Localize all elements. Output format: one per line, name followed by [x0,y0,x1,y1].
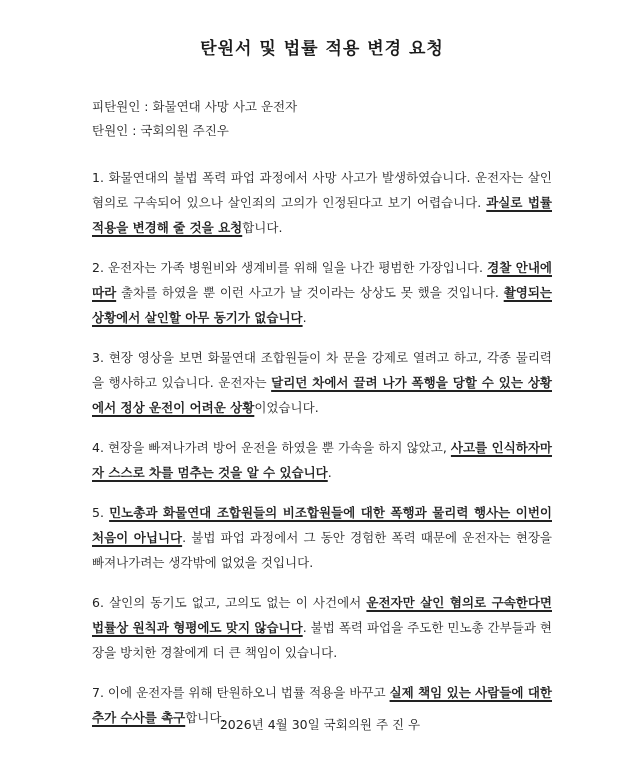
paragraph-text: 출차를 하였을 뿐 이런 사고가 날 것이라는 상상도 못 했을 것입니다. [116,285,504,300]
paragraph-text: 1. 화물연대의 불법 폭력 파업 과정에서 사망 사고가 발생하였습니다. 운전자는 살인 혐의로 구속되어 있으나 살인죄의 고의가 인정된다고 보기 어렵습니다. [92,170,552,210]
paragraph-text: 3. 현장 영상을 보면 화물연대 조합원들이 차 문을 강제로 열려고 하고, 각종 물리력을 행사하고 있습니다. 운전자는 [92,350,552,390]
paragraph-text: . 불법 파업 과정에서 그 동안 경험한 폭력 때문에 운전자는 현장을 빠져나가려는 생각밖에 없었을 것입니다. [92,530,552,570]
emphasized-text: 운전자만 살인 혐의로 구속한다면 법률상 원칙과 형평에도 맞지 않습니다 [92,595,552,635]
emphasized-text: 사고를 인식하자마자 스스로 차를 멈추는 것을 알 수 있습니다 [92,440,552,480]
signature-line: 2026년 4월 30일 국회의원 주 진 우 [219,717,421,732]
paragraph-text: 이었습니다. [254,400,319,415]
emphasized-text: 달리던 차에서 끌려 나가 폭행을 당할 수 있는 상황에서 정상 운전이 어려운 상황 [92,375,552,415]
paragraph-text: 합니다. [185,710,226,725]
paragraph-text: 6. 살인의 동기도 없고, 고의도 없는 이 사건에서 [92,595,367,610]
paragraph-text: . [327,465,332,480]
paragraph-4 [92,435,552,485]
paragraph-5 [92,500,552,575]
emphasized-text: 실제 책임 있는 사람들에 대한 추가 수사를 촉구 [92,685,553,725]
paragraph-3 [92,345,552,420]
emphasized-text: 경찰 안내에 따라 [92,260,552,300]
respondent-line: 피탄원인 : 화물연대 사망 사고 운전자 [92,99,298,114]
paragraph-text: 2. 운전자는 가족 병원비와 생계비를 위해 일을 나간 평범한 가장입니다. [92,260,488,275]
paragraph-text: 4. 현장을 빠져나가려 방어 운전을 하였을 뿐 가속을 하지 않았고, [92,440,451,455]
paragraph-text: 합니다. [242,220,283,235]
petitioner-line: 탄원인 : 국회의원 주진우 [92,123,229,138]
petition-body [92,165,552,730]
document-title: 탄원서 및 법률 적용 변경 요청 [200,39,444,59]
paragraph-text: . 불법 폭력 파업을 주도한 민노총 간부들과 현장을 방치한 경찰에게 더 큰 책임이 있습니다. [92,620,553,660]
paragraph-1 [92,165,552,240]
paragraph-text: . [302,310,307,325]
paragraph-6 [92,590,552,665]
paragraph-2 [92,255,552,330]
paragraph-text: 7. 이에 운전자를 위해 탄원하오니 법률 적용을 바꾸고 [92,685,390,700]
emphasized-text: 촬영되는 상황에서 살인할 아무 동기가 없습니다 [92,285,552,325]
paragraph-text: 5. [92,505,110,520]
emphasized-text: 과실로 법률 적용을 변경해 줄 것을 요청 [92,195,552,235]
party-info [92,95,552,143]
emphasized-text: 민노총과 화물연대 조합원들의 비조합원들에 대한 폭행과 물리력 행사는 이번이 처음이 아닙니다 [92,505,552,545]
